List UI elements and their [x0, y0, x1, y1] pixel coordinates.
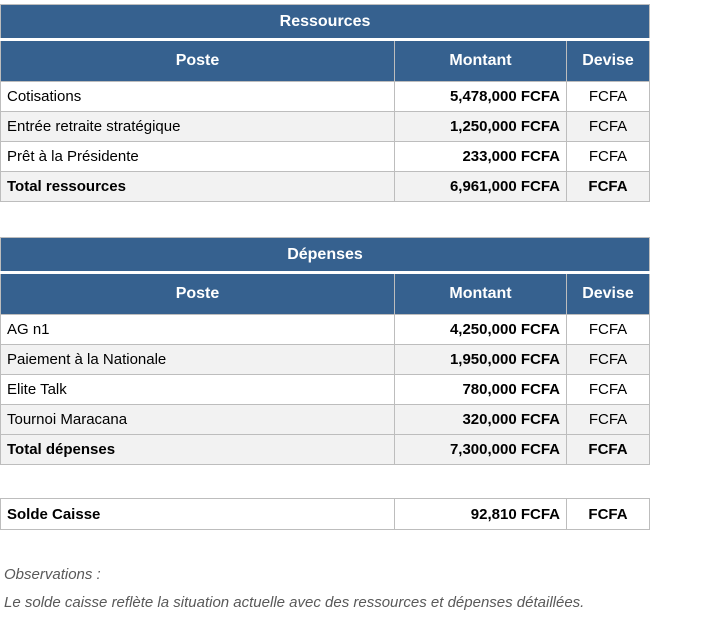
ressources-col-header-devise: Devise [567, 40, 650, 82]
table-row [1, 112, 650, 142]
montant-cell: 7,300,000 FCFA [395, 435, 567, 465]
poste-cell: Entrée retraite stratégique [1, 112, 395, 142]
poste-cell: Total dépenses [1, 435, 395, 465]
depenses-header-row [1, 273, 650, 315]
montant-cell: 5,478,000 FCFA [395, 82, 567, 112]
observations-text: Le solde caisse reflète la situation actuelle avec des ressources et dépenses détaillées. [4, 594, 585, 611]
depenses-table-title: Dépenses [1, 238, 650, 273]
solde-caisse-devise: FCFA [567, 499, 650, 530]
table-row [1, 405, 650, 435]
poste-cell: Prêt à la Présidente [1, 142, 395, 172]
observations-section [0, 566, 720, 611]
poste-cell: Elite Talk [1, 375, 395, 405]
depenses-col-header-devise: Devise [567, 273, 650, 315]
devise-cell: FCFA [567, 435, 650, 465]
depenses-col-header-montant: Montant [395, 273, 567, 315]
devise-cell: FCFA [567, 345, 650, 375]
depenses-table [0, 237, 650, 465]
poste-cell: Paiement à la Nationale [1, 345, 395, 375]
depenses-col-header-poste: Poste [1, 273, 395, 315]
ressources-banner [1, 5, 650, 40]
solde-caisse-label: Solde Caisse [1, 499, 395, 530]
poste-cell: Total ressources [1, 172, 395, 202]
solde-caisse-row [1, 499, 650, 530]
solde-caisse-montant: 92,810 FCFA [395, 499, 567, 530]
solde-caisse-table [0, 498, 650, 530]
depenses-banner [1, 238, 650, 273]
montant-cell: 6,961,000 FCFA [395, 172, 567, 202]
ressources-table-title: Ressources [1, 5, 650, 40]
devise-cell: FCFA [567, 315, 650, 345]
montant-cell: 1,950,000 FCFA [395, 345, 567, 375]
total-depenses-row [1, 435, 650, 465]
table-row [1, 345, 650, 375]
observations-label: Observations : [4, 566, 101, 583]
montant-cell: 233,000 FCFA [395, 142, 567, 172]
devise-cell: FCFA [567, 172, 650, 202]
devise-cell: FCFA [567, 375, 650, 405]
section-spacer [0, 202, 720, 237]
table-row [1, 375, 650, 405]
montant-cell: 320,000 FCFA [395, 405, 567, 435]
ressources-col-header-montant: Montant [395, 40, 567, 82]
devise-cell: FCFA [567, 82, 650, 112]
montant-cell: 780,000 FCFA [395, 375, 567, 405]
poste-cell: Cotisations [1, 82, 395, 112]
table-row [1, 82, 650, 112]
devise-cell: FCFA [567, 142, 650, 172]
devise-cell: FCFA [567, 405, 650, 435]
ressources-table [0, 4, 650, 202]
ressources-col-header-poste: Poste [1, 40, 395, 82]
montant-cell: 4,250,000 FCFA [395, 315, 567, 345]
ressources-header-row [1, 40, 650, 82]
poste-cell: Tournoi Maracana [1, 405, 395, 435]
table-row [1, 142, 650, 172]
poste-cell: AG n1 [1, 315, 395, 345]
montant-cell: 1,250,000 FCFA [395, 112, 567, 142]
devise-cell: FCFA [567, 112, 650, 142]
table-row [1, 315, 650, 345]
total-ressources-row [1, 172, 650, 202]
